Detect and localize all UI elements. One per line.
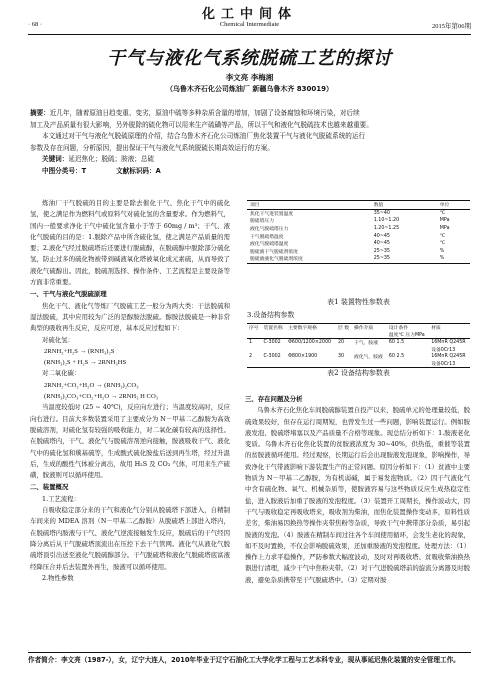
table-cell: 焦化干气进装置温度 — [250, 211, 294, 217]
section-1-tail: 当温度较低时 (25 ~ 40℃)，反应向左进行；当温度较高时，反应向右进行。目前大多数装置采用了主要成分为 N－甲基二乙醇胺为高效脱硫溶剂，对硫化氢有较强的吸收能力，对二氧化碳有较高的选择性。在脱硫塔内，干气、液化气与脱硫溶剂逆向接触，胺液吸收干气、液化气中的硫化氢和羰基硫等，生成酸式硫化胺盐后送到再生塔，经过升温后，生成的酸性气体被分离出，故用 H₂S 及 CO₂ 气体，可用来生产硫磺，胺液则可以循环使用。 — [30, 403, 230, 480]
table-2-caption: 表2 设备结构参数表 — [327, 369, 390, 377]
equation: 2RNH₂+H₂S → (RNH₃)₂S — [44, 347, 115, 355]
page-number: · 68 · — [28, 21, 43, 28]
table-row — [247, 217, 470, 225]
table-subheader-row — [247, 331, 470, 339]
journal-name-cn: 化工中间体 — [201, 7, 297, 22]
header-row — [28, 21, 471, 33]
table-cell: 2 — [249, 354, 253, 359]
abstract-line: 加工及产品质量有很大影响，另外脱除的硫化物可以用来生产硫磺等产品，所以干气和液化气脱硫技术也越来越重要。 — [30, 120, 373, 129]
table-cell: 液化气脱硫塔温度 — [250, 242, 289, 248]
clc-value: T — [81, 166, 87, 175]
author-footnote: 作者简介：李文亮（1987-），女，辽宁大连人，2010年毕业于辽宁石油化工大学化学工程与工艺本科专业，现从事延迟焦化装置的安全管理工作。 — [28, 652, 471, 665]
table-row — [247, 248, 470, 256]
table-row — [247, 353, 470, 360]
table-cell: 脱硫液液化气脱硫剂浓度 — [247, 255, 371, 263]
table-cell: C-3002 — [263, 354, 281, 359]
table-cell: 脱硫塔压力 — [250, 219, 274, 225]
table-header: 层 数 — [336, 324, 352, 332]
table-header: 数值 — [371, 201, 437, 210]
table-cell: 25~35 — [373, 248, 390, 254]
table-header: 主要数字规格 — [286, 324, 336, 332]
table-row — [247, 225, 470, 233]
classification-line — [30, 166, 469, 178]
table-cell: 液化气脱硫塔压力 — [250, 227, 289, 233]
table-header-row — [247, 201, 470, 210]
table-header: 操作介质 — [352, 324, 387, 332]
section-1-paragraph: 焦化干气、液化气等炼厂气脱硫工艺一般分为两大类：干法脱硫和湿法脱硫，其中应用较为广泛的是醇胺法脱硫。醇胺法脱硫是一种非常典型的吸收再生反应，反应可逆，基本反应过程如下： — [30, 301, 230, 333]
abstract-line — [30, 108, 469, 120]
table-cell: 35~40 — [373, 210, 390, 216]
table-cell: 1.10~1.20 — [373, 218, 400, 224]
table-cell: 40~45 — [373, 233, 390, 239]
abstract-line: 参数及存在问题，分析原因，提出保证干气与液化气系统脱硫长期高效运行的方案。 — [30, 143, 274, 152]
table-header: 设计条件 — [387, 324, 429, 332]
issue-number: 2015年第06期 — [432, 23, 471, 30]
table-2 — [247, 323, 470, 368]
section-2-title: 二、装置概况 — [30, 483, 69, 492]
table-cell: 40~45 — [373, 241, 390, 247]
table-cell: 60 1.5 — [388, 340, 405, 345]
equation: (RNH₃)₂CO₃+CO₂+H₂O → 2RNH₃ H CO₃ — [44, 393, 159, 401]
table-cell: % — [439, 248, 445, 254]
table-row — [247, 209, 470, 217]
table-cell: MPa — [439, 218, 450, 224]
table-row — [247, 346, 470, 353]
table-row — [247, 360, 470, 368]
keywords-label: 关键词： — [42, 155, 69, 163]
equation: (RNH₃)₂S + H₂S → 2RNH₃HS — [44, 359, 127, 367]
table-header-row — [247, 324, 470, 332]
keywords-line — [30, 154, 469, 166]
article-affiliation: （乌鲁木齐石化公司炼油厂 新疆乌鲁木齐 830019） — [165, 85, 334, 93]
subsection-2-title: 2.物性参数 — [42, 573, 74, 582]
table-header: 材质 — [429, 324, 470, 332]
abstract-line: 本文通过对干气与液化气脱硫原理的介绍，结合乌鲁木齐石化公司炼油厂焦化装置干气与液化气脱硫系统的运行 — [42, 132, 366, 140]
journal-name-en: Chemical Intermediate — [219, 21, 280, 28]
keywords: 延迟焦化；脱硫；胺液；总硫 — [68, 155, 155, 163]
table-cell: 25~35 — [371, 255, 437, 263]
table-1-caption: 表1 装置物性参数表 — [327, 298, 390, 306]
table-header: 序号 — [247, 324, 261, 332]
table-cell: 60 2.5 — [388, 354, 405, 359]
eq-co2-label: 对二氧化碳： — [42, 369, 81, 378]
article-authors: 李文亮 李梅湘 — [225, 73, 274, 82]
table-cell: Φ800×1900 — [288, 354, 318, 359]
section-1-title: 一、干气与液化气脱硫原理 — [30, 290, 107, 299]
page-header — [28, 3, 471, 37]
table-cell: 16MnR Q245R — [431, 354, 466, 359]
clc-label: 中图分类号： — [42, 166, 82, 175]
section-3-paragraph: 乌鲁木齐石化焦化车间脱硫醇装置自投产以来，脱硫单元的处理量较低，脱硫效果较好，但存在运行周期短，也曾发生过一些问题，影响装置运行。例如胺液发泡、脱硫塔堵塞以及产品质量不合格等现象。现总结分析如下：1.胺液老化变质。乌鲁木齐石化焦化装置的贫胺液浓度为 30~40%，供热低，重催等装置的贫胺液循环使用。经过观察，长期运行后会出现胺液发泡现象，影响操作，导致净化干气带液影响下游装置生产的正常问题。原因分析如下：（1）贫液中主要物质为 N－甲基二乙醇胺，为有机弱碱，属于易发泡物质。（2）因干气液化气中含有硫化物、氧气、机械杂质等，使胺液容易与这些物质反应生成热稳定性盐，进入胺液后加重了胺液的发泡程度。（3）装置开工周期长，操作波动大，因干气与吸收稳定再吸收塔来，吸收剂为柴油，而焦化装置操作变动多，原料性质差劣，柴油易因换热等操作夹带焦粉等杂质，导致干气中携带部分杂质，易引起胺液的发泡。（4）胺液在精制车间过往各个车间使用循环，会发生老化的现象，如不及时置换，不仅会影响脱硫效果，还加重胺液的发泡程度。处理方法：（1）操作上力求平稳操作，严防参数大幅度波动，及时对再吸收塔、贫吸收柴油换热器进行清理，减少干气中焦粉夹带。（2）对干气进脱硫塔前的旋流分离器及时脱液，避免杂质携带至干气脱硫塔中。（3）定期对胺 — [245, 406, 470, 584]
table-cell: 设备0Cr13 — [431, 348, 456, 353]
abstract-text: 近几年，随着原油日趋变重、变劣，原油中硫等多种杂质含量的增加，加剧了设备腐蚀和环境污染，对后续 — [49, 109, 360, 117]
subsection-1-paragraph: 自吸收稳定部分来的干气和液化气分别从脱硫塔下部进入，自精制车间来的 MDEA 溶剂（N－甲基二乙醇胺）从脱硫塔上部进入塔内，在脱硫塔内胺液与干气、液化气逆流接触发生反应，脱硫后的干气经因降分离后从干气脱硫塔顶流出在压控下去干气管网。液化气从液化气脱硫塔顶引出送至液化气脱硫醇部分。干气脱硫塔和液化气脱硫塔底富液经降压合并后去装置外再生，胺液可以循环使用。 — [30, 506, 230, 571]
equation: 2RNH₂+CO₂+H₂O → (RNH₃)₂CO₃ — [44, 381, 139, 389]
table-header: 装置名称 — [261, 324, 286, 332]
table-cell: 设备0Cr13 — [429, 360, 470, 368]
table-cell: 30 — [337, 354, 345, 359]
table-cell: 1 — [249, 340, 253, 345]
table-row — [247, 232, 470, 240]
section-3-title: 三、存在问题及分析 — [245, 395, 303, 403]
right-column — [245, 393, 470, 586]
table-cell: 脱硫液干气脱硫剂浓度 — [250, 249, 298, 255]
eq-h2s-label: 对硫化氢： — [42, 335, 74, 344]
left-column — [30, 198, 230, 584]
table-header: 单位 — [437, 201, 470, 210]
table-cell: % — [437, 255, 470, 263]
table-cell: 16MnR Q245R — [431, 340, 466, 345]
table-cell: 20 — [337, 340, 345, 345]
subsection-1-title: 1.工艺流程： — [42, 494, 81, 503]
subsection-3-title: 3.设备结构参数 — [247, 311, 295, 319]
table-cell: 1.20~1.25 — [373, 226, 400, 232]
table-cell: MPa — [439, 226, 450, 232]
table-row — [247, 255, 470, 263]
table-cell: C-3002 — [263, 340, 281, 345]
table-cell: ℃ — [439, 210, 446, 216]
abstract-block — [30, 108, 469, 177]
table-row — [247, 240, 470, 248]
table-cell: ℃ — [439, 233, 446, 239]
header-rule — [28, 34, 471, 35]
table-header: 温度℃ 压力MPa — [387, 331, 429, 339]
table-cell: 液化气、胺液 — [354, 355, 383, 360]
table-cell: 干气、胺液 — [354, 341, 379, 346]
intro-paragraph: 炼油厂干气脱硫的目的主要是除去催化干气、焦化干气中的硫化氢，使之满足作为燃料气或原料气对硫化氢的含量要求。作为燃料气，国内一般要求净化干气中硫化氢含量小于等于 60mg / m³；干气、液化气脱硫的目的是：1.脱除产品中所含硫化氢，使之满足产品质量的需要；2.液化气经过脱硫塔后还要进行脱硫醇，在脱硫醇中脱除部分硫化氢，防止过多的硫化物被带到碱液氧化塔被氧化成元素硫，从而导致了液化气硫醇出。因此，脱硫剂选择、操作条件、工艺流程是主要设备等方面非常重要。 — [30, 199, 230, 287]
doc-code-label: 文献标识码： — [116, 166, 156, 175]
table-cell: 干气脱硫塔温度 — [250, 234, 284, 240]
table-row — [247, 339, 470, 347]
table-1 — [247, 200, 470, 264]
table-cell: ℃ — [439, 241, 446, 247]
doc-code-value: A — [155, 166, 161, 175]
abstract-label: 摘要： — [30, 109, 50, 117]
table-cell: Φ600/1200×2000 — [288, 340, 332, 345]
article-title: 干气与液化气系统脱硫工艺的探讨 — [107, 48, 392, 69]
table-header: 项目 — [247, 201, 371, 210]
